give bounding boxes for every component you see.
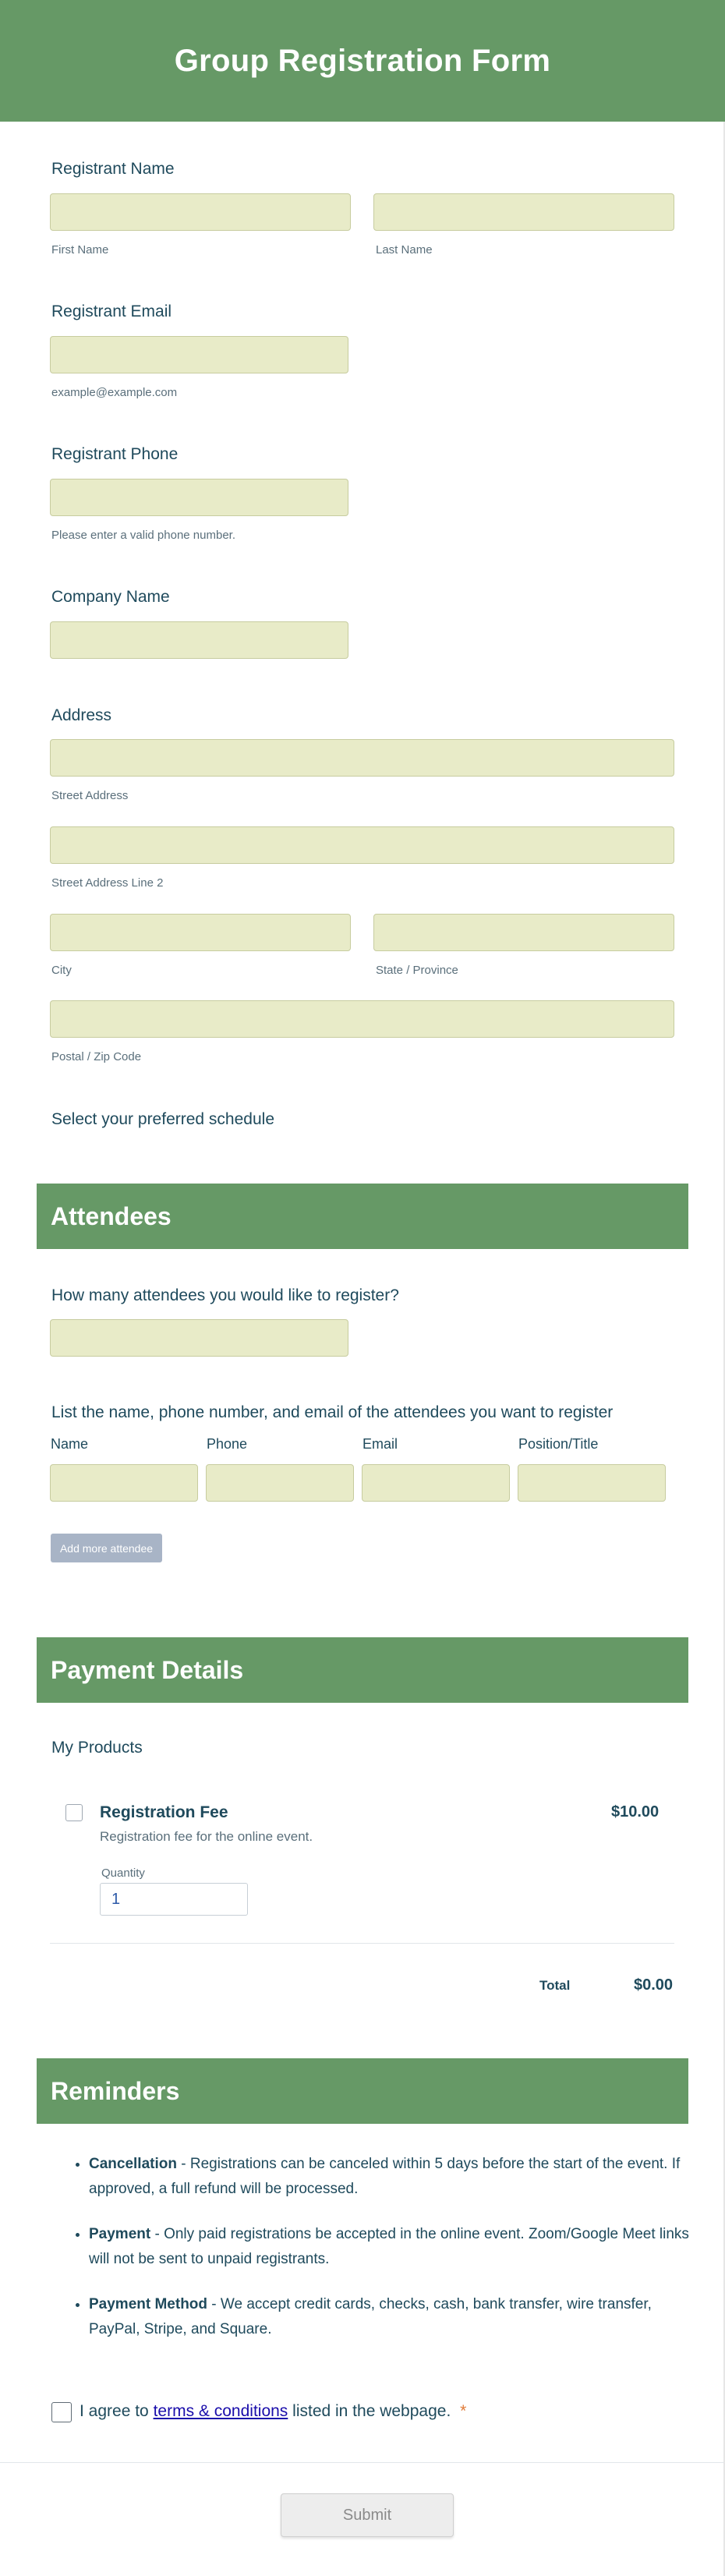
- attendee-name-input[interactable]: [51, 1465, 197, 1501]
- reminder-title: Payment: [89, 2226, 151, 2242]
- registrant-email-label: Registrant Email: [51, 303, 172, 320]
- street-address-field[interactable]: [50, 739, 674, 777]
- state-sublabel: State / Province: [376, 964, 458, 977]
- state-input[interactable]: [374, 915, 674, 950]
- email-input[interactable]: [51, 337, 348, 373]
- attendee-phone-field[interactable]: [206, 1464, 354, 1502]
- first-name-field[interactable]: [50, 193, 351, 231]
- terms-link[interactable]: terms & conditions: [153, 2402, 288, 2420]
- terms-checkbox[interactable]: [51, 2402, 72, 2422]
- attendee-position-field[interactable]: [518, 1464, 666, 1502]
- company-name-label: Company Name: [51, 588, 170, 606]
- terms-agreement-text: [80, 2402, 466, 2421]
- schedule-label: Select your preferred schedule: [51, 1110, 274, 1128]
- payment-section-title: Payment Details: [51, 1655, 244, 1684]
- product-name: Registration Fee: [100, 1803, 228, 1821]
- attendees-section-header: [37, 1184, 688, 1249]
- state-field[interactable]: [373, 914, 674, 951]
- street-address-2-input[interactable]: [51, 827, 674, 863]
- attendee-count-input[interactable]: [51, 1320, 348, 1356]
- reminder-title: Cancellation: [89, 2156, 177, 2172]
- quantity-field[interactable]: [100, 1883, 248, 1916]
- add-attendee-button[interactable]: Add more attendee: [51, 1534, 162, 1562]
- form-header: [0, 0, 725, 122]
- email-sublabel: example@example.com: [51, 386, 178, 399]
- product-description: Registration fee for the online event.: [100, 1829, 313, 1844]
- my-products-label: My Products: [51, 1739, 143, 1757]
- company-name-field[interactable]: [50, 621, 348, 659]
- form-title: Group Registration Form: [174, 43, 551, 78]
- email-field[interactable]: [50, 336, 348, 373]
- attendee-list-label: List the name, phone number, and email of the attendees you want to register: [51, 1403, 614, 1421]
- phone-field[interactable]: [50, 479, 348, 516]
- reminder-item: [89, 2152, 697, 2202]
- reminder-item: [89, 2222, 697, 2272]
- last-name-sublabel: Last Name: [376, 243, 433, 257]
- total-label: Total: [539, 1978, 571, 1993]
- product-price: $10.00: [611, 1803, 660, 1821]
- quantity-label: Quantity: [101, 1867, 145, 1880]
- column-header-phone: Phone: [207, 1436, 248, 1452]
- total-value: $0.00: [634, 1976, 674, 1994]
- submit-button[interactable]: Submit: [281, 2493, 454, 2537]
- terms-prefix: I agree to: [80, 2402, 154, 2420]
- city-input[interactable]: [51, 915, 350, 950]
- attendee-email-input[interactable]: [362, 1465, 509, 1501]
- column-header-position: Position/Title: [518, 1436, 599, 1452]
- product-checkbox[interactable]: [65, 1804, 83, 1821]
- reminder-text: - We accept credit cards, checks, cash, bank transfer, wire transfer, PayPal, Stripe, and Square.: [89, 2296, 652, 2337]
- last-name-field[interactable]: [373, 193, 674, 231]
- registrant-phone-label: Registrant Phone: [51, 445, 179, 463]
- street-address-sublabel: Street Address: [51, 789, 129, 802]
- required-asterisk: *: [460, 2402, 467, 2420]
- column-header-name: Name: [51, 1436, 89, 1452]
- attendee-position-input[interactable]: [518, 1465, 665, 1501]
- postal-code-input[interactable]: [51, 1001, 674, 1037]
- reminder-text: - Registrations can be canceled within 5 days before the start of the event. If approved, a full refund will be processed.: [89, 2156, 681, 2197]
- reminders-section-title: Reminders: [51, 2076, 180, 2105]
- city-field[interactable]: [50, 914, 351, 951]
- attendee-count-label: How many attendees you would like to register?: [51, 1286, 399, 1304]
- last-name-input[interactable]: [374, 194, 674, 230]
- registrant-name-label: Registrant Name: [51, 160, 175, 178]
- phone-input[interactable]: [51, 479, 348, 515]
- street-address-2-sublabel: Street Address Line 2: [51, 876, 164, 890]
- column-header-email: Email: [362, 1436, 398, 1452]
- products-divider: [50, 1943, 674, 1944]
- postal-code-sublabel: Postal / Zip Code: [51, 1050, 142, 1063]
- reminders-section-header: [37, 2058, 688, 2124]
- reminder-text: - Only paid registrations be accepted in the online event. Zoom/Google Meet links will not be sent to unpaid registrants.: [89, 2226, 689, 2267]
- phone-sublabel: Please enter a valid phone number.: [51, 529, 235, 542]
- attendee-phone-input[interactable]: [207, 1465, 353, 1501]
- attendee-name-field[interactable]: [50, 1464, 198, 1502]
- address-label: Address: [51, 706, 112, 724]
- city-sublabel: City: [51, 964, 72, 977]
- payment-section-header: [37, 1637, 688, 1703]
- street-address-2-field[interactable]: [50, 826, 674, 864]
- reminders-list: [70, 2152, 697, 2362]
- street-address-input[interactable]: [51, 740, 674, 776]
- terms-suffix: listed in the webpage.: [288, 2402, 451, 2420]
- first-name-sublabel: First Name: [51, 243, 109, 257]
- attendees-section-title: Attendees: [51, 1201, 172, 1230]
- postal-code-field[interactable]: [50, 1000, 674, 1038]
- footer-divider: [0, 2462, 723, 2463]
- attendee-count-field[interactable]: [50, 1319, 348, 1357]
- attendee-email-field[interactable]: [362, 1464, 510, 1502]
- reminder-title: Payment Method: [89, 2296, 208, 2312]
- company-name-input[interactable]: [51, 622, 348, 658]
- reminder-item: [89, 2292, 697, 2342]
- first-name-input[interactable]: [51, 194, 350, 230]
- quantity-input[interactable]: [101, 1884, 247, 1915]
